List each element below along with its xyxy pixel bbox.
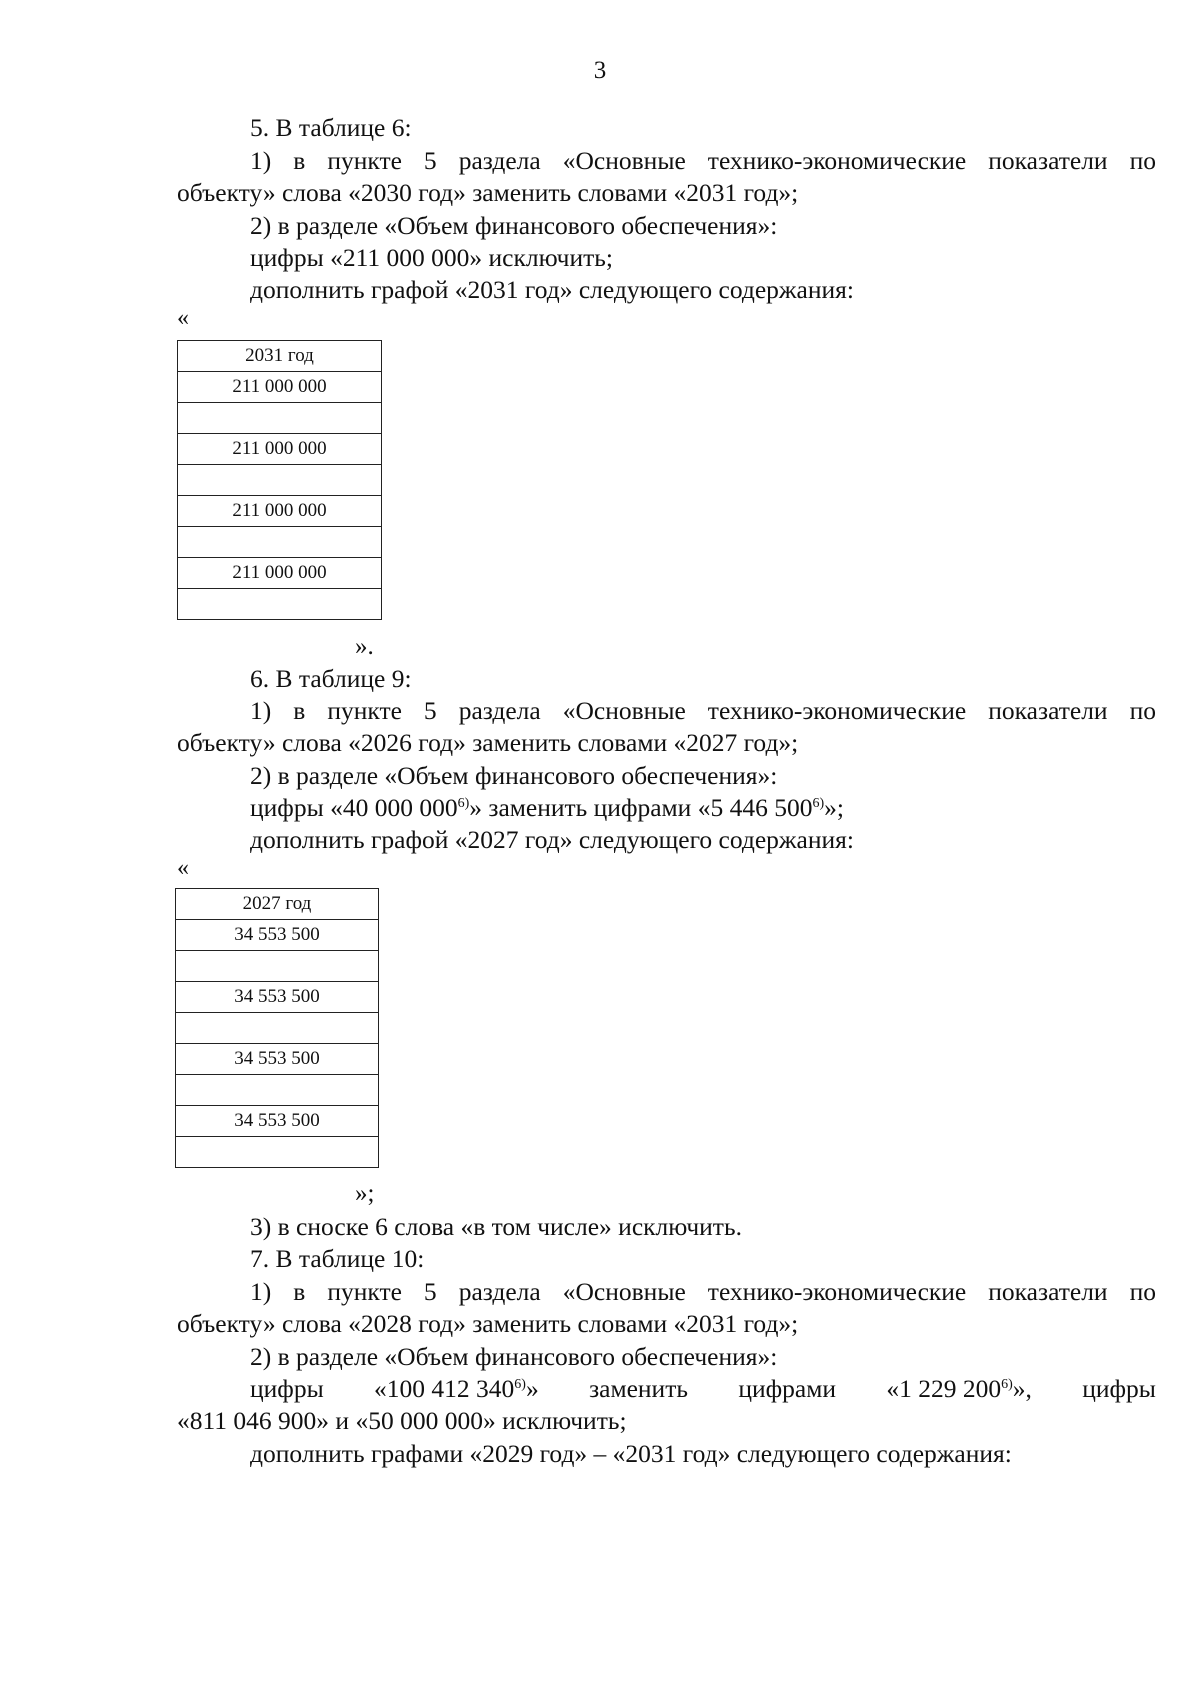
table-header-cell: 2027 год (176, 889, 379, 920)
section-5-item-2: 2) в разделе «Объем финансового обеспечения»: (250, 211, 778, 240)
section-7-digits-line: цифры «100 412 340$^{6)}$» заменить цифрами «1 229 200$^{6)}$», цифры (250, 1374, 1156, 1403)
table-2031-column (177, 340, 382, 620)
table-cell: 34 553 500 (176, 920, 379, 951)
section-7-digits-line-2: «811 046 900» и «50 000 000» исключить; (177, 1406, 627, 1435)
quote-open-mark: « (177, 855, 189, 881)
table-2027-column (175, 888, 379, 1168)
table-cell (178, 403, 382, 434)
table-cell (178, 465, 382, 496)
section-7-title: 7. В таблице 10: (250, 1244, 425, 1273)
quote-close-mark: »; (355, 1180, 375, 1207)
quote-close-mark: ». (355, 633, 374, 660)
section-6-item-1-line-1: 1) в пункте 5 раздела «Основные технико-экономические показатели по (250, 696, 1156, 725)
section-5-title: 5. В таблице 6: (250, 113, 412, 142)
section-6-item-3: 3) в сноске 6 слова «в том числе» исключить. (250, 1212, 742, 1241)
table-cell: 34 553 500 (176, 1044, 379, 1075)
table-cell (176, 1075, 379, 1106)
section-5-item-1-line-2: объекту» слова «2030 год» заменить словами «2031 год»; (177, 178, 799, 207)
table-cell (176, 1013, 379, 1044)
table-cell: 211 000 000 (178, 496, 382, 527)
section-5-digits-line: цифры «211 000 000» исключить; (250, 243, 613, 272)
table-cell: 34 553 500 (176, 982, 379, 1013)
table-cell (176, 951, 379, 982)
table-cell (178, 527, 382, 558)
section-7-item-2: 2) в разделе «Объем финансового обеспечения»: (250, 1342, 778, 1371)
table-header-cell: 2031 год (178, 341, 382, 372)
table-cell: 211 000 000 (178, 434, 382, 465)
section-5-item-1-line-1: 1) в пункте 5 раздела «Основные технико-экономические показатели по (250, 146, 1156, 175)
table-cell: 211 000 000 (178, 558, 382, 589)
section-6-add-column-line: дополнить графой «2027 год» следующего содержания: (250, 825, 854, 854)
section-5-add-column-line: дополнить графой «2031 год» следующего содержания: (250, 275, 854, 304)
section-7-item-1-line-1: 1) в пункте 5 раздела «Основные технико-экономические показатели по (250, 1277, 1156, 1306)
section-6-item-1-line-2: объекту» слова «2026 год» заменить словами «2027 год»; (177, 728, 799, 757)
table-cell (176, 1137, 379, 1168)
section-6-item-2: 2) в разделе «Объем финансового обеспечения»: (250, 761, 778, 790)
table-cell: 34 553 500 (176, 1106, 379, 1137)
page-number: 3 (593, 57, 607, 84)
section-6-title: 6. В таблице 9: (250, 664, 412, 693)
section-7-item-1-line-2: объекту» слова «2028 год» заменить словами «2031 год»; (177, 1309, 799, 1338)
table-cell: 211 000 000 (178, 372, 382, 403)
section-6-digits-line: цифры «40 000 000$^{6)}$» заменить цифрами «5 446 500$^{6)}$»; (250, 793, 844, 822)
quote-open-mark: « (177, 305, 189, 331)
section-7-add-columns-line: дополнить графами «2029 год» – «2031 год» следующего содержания: (250, 1439, 1012, 1468)
table-cell (178, 589, 382, 620)
